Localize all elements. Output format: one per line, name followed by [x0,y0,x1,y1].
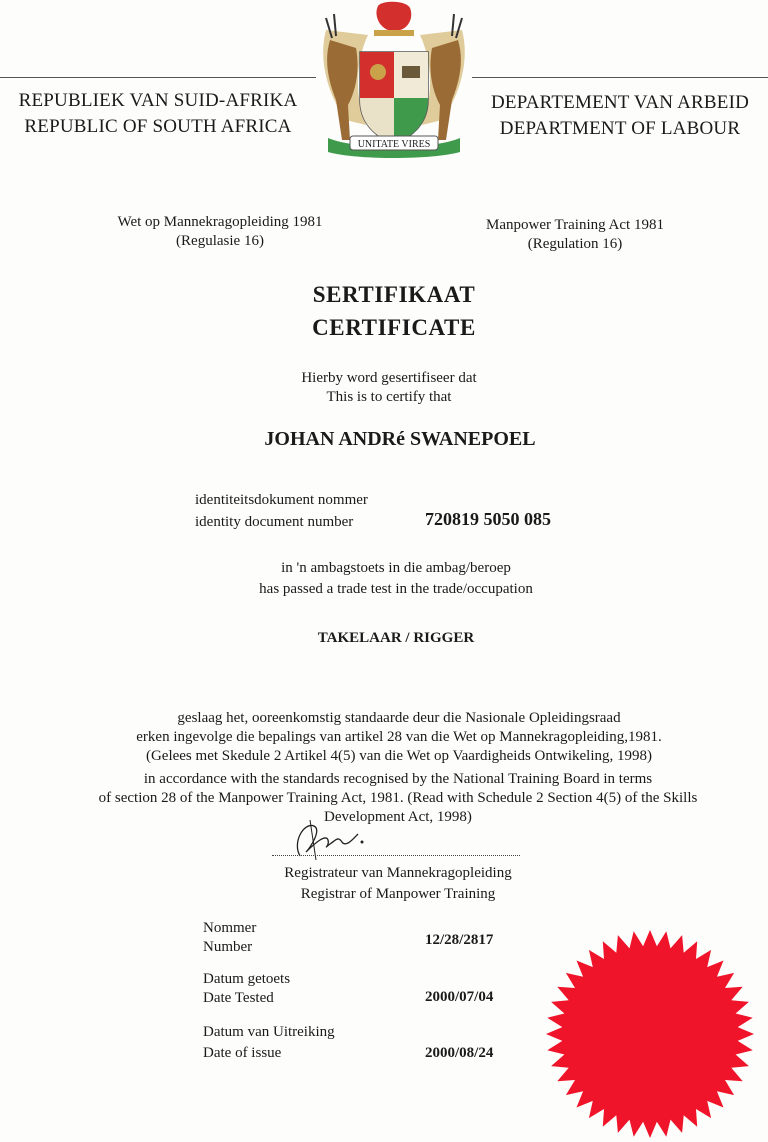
detail-number-label [203,919,256,957]
date-tested-value: 2000/07/04 [425,989,494,1005]
title-afrikaans: SERTIFIKAAT [312,282,476,307]
statement-en-line1: in accordance with the standards recognised by the National Training Board in terms [143,771,653,787]
department-name-english: DEPARTMENT OF LABOUR [499,118,741,139]
number-label-english: Number [203,939,253,955]
department-name-afrikaans: DEPARTEMENT VAN ARBEID [490,92,750,113]
trade-test-english: has passed a trade test in the trade/occupation [259,581,533,597]
registrar-title [266,864,530,904]
date-issue-label-english: Date of issue [203,1045,282,1061]
certificate-number: 12/28/2817 [425,932,494,948]
trade-test-text [0,559,768,599]
country-name-english: REPUBLIC OF SOUTH AFRICA [24,116,292,137]
holder-name: JOHAN ANDRé SWANEPOEL [264,428,536,450]
act-name-afrikaans: Wet op Mannekragopleiding 1981 [117,214,323,230]
date-issue-value: 2000/08/24 [425,1045,494,1061]
certify-text [0,369,768,407]
trade-test-afrikaans: in 'n ambagstoets in die ambag/beroep [281,560,511,576]
id-number: 720819 5050 085 [425,509,551,529]
date-issue-label-afrikaans: Datum van Uitreiking [203,1024,335,1040]
red-seal [542,926,758,1142]
signature-dotted-line [272,855,520,856]
frame-rule-right [472,77,768,78]
regulation-afrikaans: (Regulasie 16) [176,233,264,249]
id-document-label [195,491,368,532]
country-name-afrikaans: REPUBLIEK VAN SUID-AFRIKA [18,90,298,111]
statement-af-line3: (Gelees met Skedule 2 Artikel 4(5) van die Wet op Vaardigheids Ontwikeling, 1998) [145,748,653,764]
act-english [420,216,730,254]
statement-af-line2: erken ingevolge die bepalings van artikel 28 van die Wet op Mannekragopleiding,1981. [136,729,662,745]
country-name [0,88,316,140]
act-name-english: Manpower Training Act 1981 [486,217,664,233]
registrar-afrikaans: Registrateur van Mannekragopleiding [284,865,512,881]
number-label-afrikaans: Nommer [203,920,257,936]
department-name [470,90,768,142]
title-english: CERTIFICATE [312,315,476,340]
crest-motto: UNITATE VIRES [357,139,431,150]
coat-of-arms-emblem [316,0,472,160]
statement-english [0,770,768,827]
regulation-english: (Regulation 16) [527,236,623,252]
statement-afrikaans [0,709,768,766]
statement-en-line2: of section 28 of the Manpower Training Act, 1981. (Read with Schedule 2 Section 4(5) of the Skills [98,790,698,806]
registrar-english: Registrar of Manpower Training [300,886,496,902]
detail-date-tested-label [203,970,290,1008]
detail-date-issue-label [203,1023,335,1063]
date-tested-label-english: Date Tested [203,990,274,1006]
frame-rule-left [0,77,316,78]
certify-afrikaans: Hierby word gesertifiseer dat [301,370,477,386]
trade-name: TAKELAAR / RIGGER [317,630,475,646]
statement-af-line1: geslaag het, ooreenkomstig standaarde deur die Nasionale Opleidingsraad [177,710,621,726]
statement-en-line3: Development Act, 1998) [324,809,472,825]
id-label-english: identity document number [195,514,354,530]
act-afrikaans [60,213,380,251]
certify-english: This is to certify that [326,389,452,405]
date-tested-label-afrikaans: Datum getoets [203,971,291,987]
id-label-afrikaans: identiteitsdokument nommer [195,492,368,508]
